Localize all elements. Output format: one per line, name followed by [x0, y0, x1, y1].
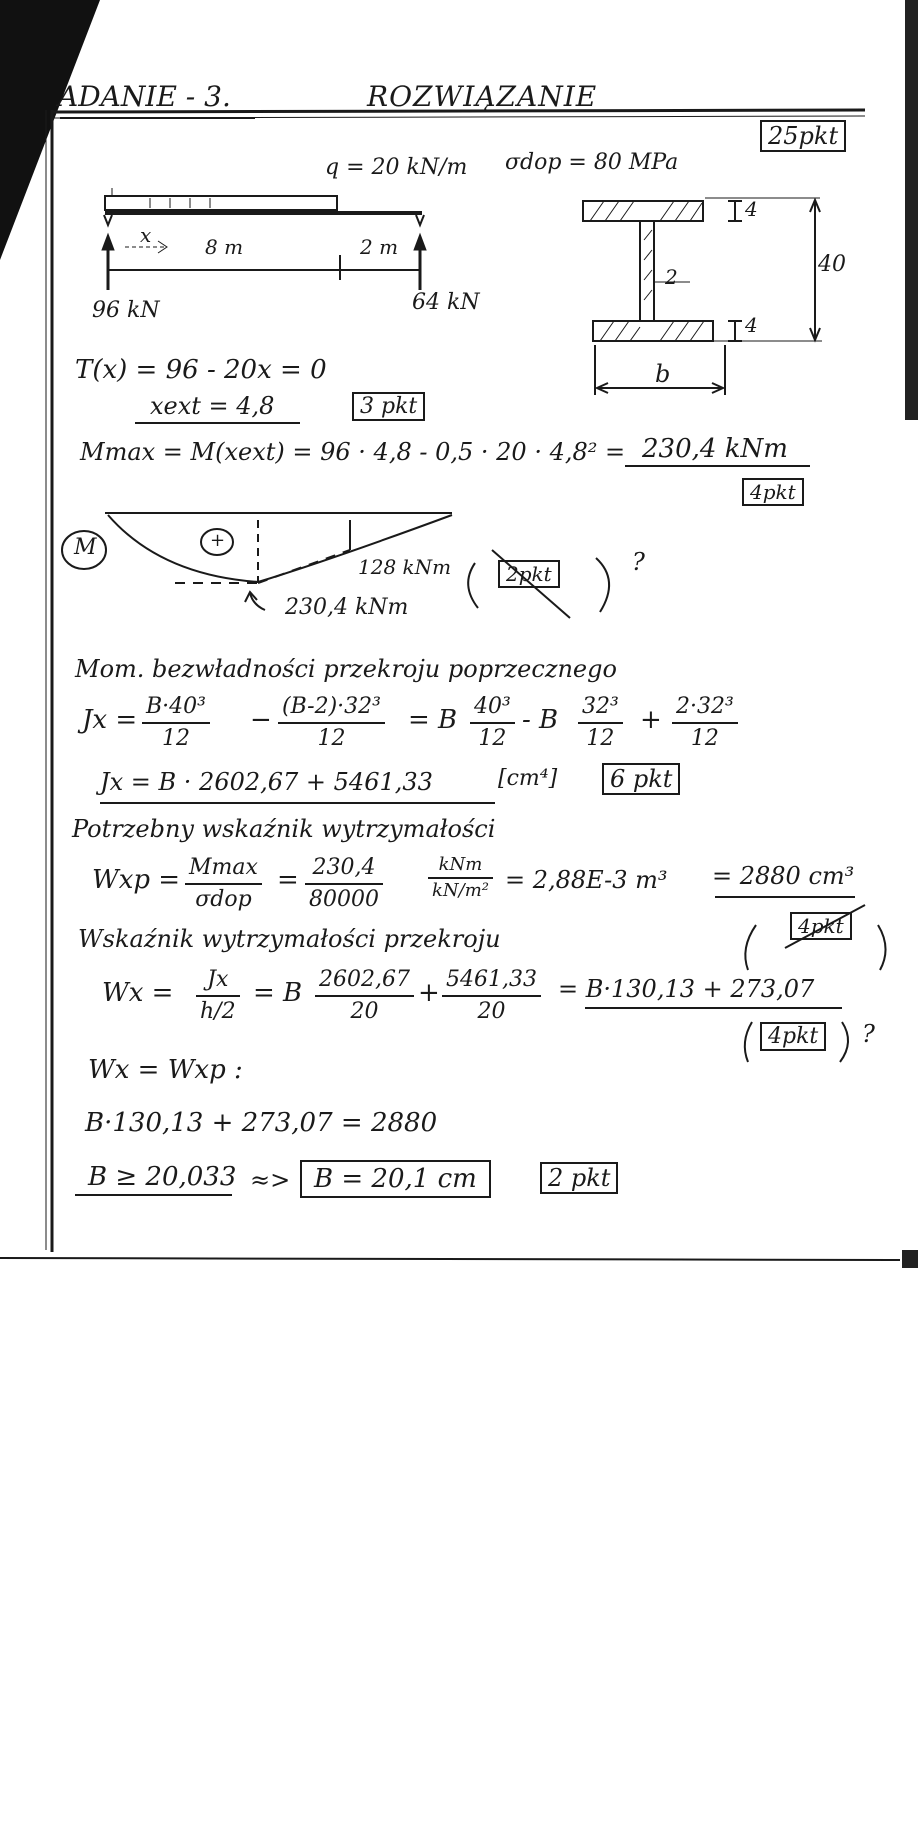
- moment-right-value: 128 kNm: [358, 555, 452, 579]
- wx-frac2: $\frac{2602,67}{20}$: [315, 965, 414, 1026]
- jx-result: Jx = B · 2602,67 + 5461,33: [100, 768, 433, 796]
- moment-label: M: [74, 535, 97, 560]
- final-inequality: B ≥ 20,033: [88, 1162, 237, 1192]
- section-bottom-thickness: 4: [745, 313, 758, 337]
- section-web-thickness: 2: [665, 265, 678, 289]
- final-result: B = 20,1 cm: [300, 1160, 491, 1198]
- wx-plus: +: [418, 978, 440, 1008]
- span2-label: 2 m: [360, 235, 399, 259]
- bracket-l2: [745, 1022, 752, 1062]
- bracket-r: [878, 925, 886, 970]
- wx-frac1: $\frac{Jx}{h/2}$: [196, 965, 240, 1026]
- section-height: 40: [818, 252, 846, 277]
- solution-title: ROZWIĄZANIE: [367, 80, 598, 113]
- wxp-result: = 2880 cm³: [712, 862, 855, 890]
- wxp-lhs: Wxp =: [92, 865, 181, 895]
- final-equation: B·130,13 + 273,07 = 2880: [85, 1108, 438, 1138]
- wxp-frac2: $\frac{230,4}{80000}$: [305, 853, 383, 914]
- wxp-frac-units: kNm kN/m²: [428, 853, 493, 904]
- right-edge-strip: [905, 0, 918, 420]
- right-edge-mark: [902, 1250, 918, 1268]
- jx-points: 6 pkt: [602, 763, 680, 795]
- wxp-heading: Potrzebny wskaźnik wytrzymałości: [72, 815, 496, 843]
- jx-frac1: $\frac{\text{B·40³}}{12}$: [142, 692, 210, 753]
- wx-lhs: Wx =: [102, 978, 174, 1008]
- wx-points: 4pkt: [760, 1022, 826, 1051]
- wx-result: = B·130,13 + 273,07: [558, 975, 815, 1003]
- wxp-frac1: Mmax σdop: [185, 853, 262, 914]
- bracket-l: [745, 925, 756, 970]
- wxp-eq-value: = 2,88E-3 m³: [505, 866, 668, 894]
- jx-unit: [cm⁴]: [498, 766, 558, 791]
- span1-label: 8 m: [205, 235, 244, 259]
- section-top-thickness: 4: [745, 197, 758, 221]
- condition: Wx = Wxp :: [88, 1055, 243, 1085]
- bottom-rule: [0, 1258, 900, 1260]
- wx-question: ?: [862, 1020, 875, 1048]
- mmax-equation: Mmax = M(xext) = 96 · 4,8 - 0,5 · 20 · 4,8² =: [80, 438, 626, 466]
- section-width: b: [655, 360, 671, 388]
- sigma-label: σdop = 80 MPa: [505, 150, 679, 175]
- i-section-diagram: [583, 198, 822, 395]
- xext-value: xext = 4,8: [150, 392, 275, 420]
- wx-heading: Wskaźnik wytrzymałości przekroju: [78, 925, 501, 953]
- jx-minus-b: - B: [522, 705, 559, 735]
- mmax-points: 4pkt: [742, 478, 804, 506]
- final-arrow: ≈>: [250, 1166, 291, 1194]
- jx-lhs: Jx =: [82, 705, 138, 735]
- task-title: ADANIE - 3.: [58, 80, 231, 113]
- jx-frac4: $\frac{\text{32³}}{12}$: [578, 692, 623, 753]
- total-points-badge: 25pkt: [760, 120, 846, 152]
- shear-equation: T(x) = 96 - 20x = 0: [75, 355, 327, 385]
- bracket-r2: [840, 1022, 848, 1062]
- moment-sign: +: [210, 530, 226, 551]
- jx-frac3: $\frac{\text{40³}}{12}$: [470, 692, 515, 753]
- jx-plus: +: [640, 705, 662, 735]
- jx-frac5: $\frac{\text{2·32³}}{12}$: [672, 692, 738, 753]
- jx-frac2: $\frac{\text{(B-2)·32³}}{12}$: [278, 692, 385, 753]
- corner-shadow: [0, 0, 100, 260]
- mmax-result: 230,4 kNm: [642, 434, 788, 464]
- moment-max-value: 230,4 kNm: [285, 595, 409, 620]
- wx-frac3: $\frac{5461,33}{20}$: [442, 965, 541, 1026]
- x-label: x: [140, 223, 152, 247]
- reaction-right-label: 64 kN: [412, 290, 480, 315]
- load-label: q = 20 kN/m: [325, 155, 468, 180]
- wxp-points-crossed: 4pkt: [790, 912, 852, 940]
- jx-eq-b: = B: [408, 705, 458, 735]
- wxp-eq1: =: [277, 865, 299, 895]
- final-points: 2 pkt: [540, 1162, 618, 1194]
- inertia-heading: Mom. bezwładności przekroju poprzecznego: [75, 655, 617, 683]
- jx-minus: −: [250, 705, 272, 735]
- moment-question: ?: [632, 548, 645, 576]
- shear-points: 3 pkt: [352, 392, 425, 421]
- wx-eq-b: = B: [253, 978, 303, 1008]
- reaction-left-label: 96 kN: [92, 298, 160, 323]
- moment-points-crossed: 2pkt: [498, 560, 560, 588]
